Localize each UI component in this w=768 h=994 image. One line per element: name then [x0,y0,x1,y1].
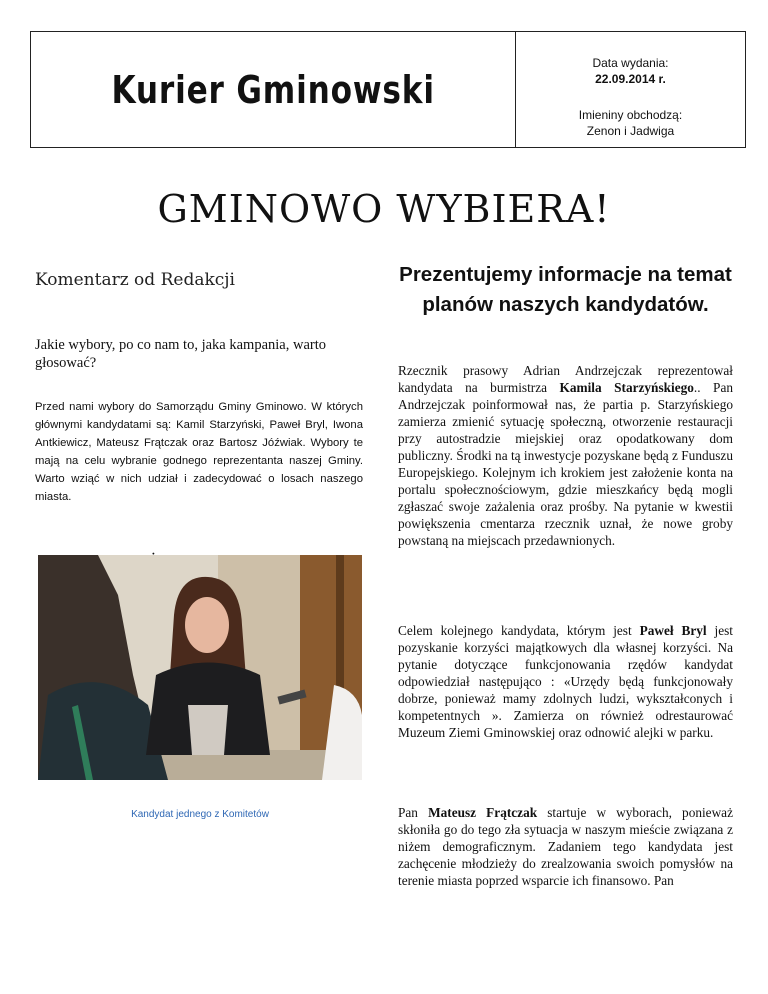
article-paragraph-2 [398,622,733,741]
candidates-heading: Prezentujemy informacje na temat planów naszych kandydatów. [399,263,732,316]
name-day-names: Zenon i Jadwiga [586,124,675,138]
candidate-name-fratczak: Mateusz Frątczak [428,805,538,820]
editorial-heading: Komentarz od Redakcji [35,270,235,290]
candidate-name-bryl: Paweł Bryl [639,623,707,638]
p1-text-before: Rzecznik prasowy Adrian Andrzejczak reprezentował kandydata na burmistrza [398,363,733,395]
newspaper-title: Kurier Gminowski [111,67,435,112]
candidate-photo-illustration [38,555,362,780]
p2-text-before: Celem kolejnego kandydata, którym jest [398,623,640,638]
article-paragraph-3 [398,804,733,889]
p2-text-after: jest pozyskanie korzyści majątkowych dla własnej korzyści. Na pytanie dotyczące funkcjonowania rzędów kandydat odpowiedział następująco : «Urzędy będą funkcjonowały dobrze, ponieważ mamy zdolnych ludzi, wykształconych i kompetentnych ». Zamierza on również odrestaurować Muzeum Ziemi Gminowskiej oraz odnowić alejki w parku. [398,623,733,740]
edition-date: 22.09.2014 r. [595,72,666,86]
masthead-title-cell [31,32,516,147]
p3-text-before: Pan [398,805,429,820]
p1-text-after: .. Pan Andrzejczak poinformował nas, że partia p. Starzyńskiego zamierza zmienić sytuację społeczną, otworzenie restauracji przy autostradzie miejskiej oraz opodatkowany dom publiczny. Środki na tą inwestycje pozyskane będą z Funduszu Europejskiego. Kolejnym ich krokiem jest założenie konta na portalu społecznościowym, gdzie mieszkańcy będą mogli zgłaszać swoje zażalenia oraz prośby. Na pytanie w kwestii powiększenia cmentarza rzecznik uznał, że nowe groby powstaną na miejscach przedawnionych. [398,380,734,548]
masthead-info [516,32,745,147]
p3-text-after: startuje w wyborach, ponieważ skłoniła go do tego zła sytuacja w naszym mieście związana z niżem demograficznym. Zadaniem tego kandydata jest zachęcenie młodzieży do zrealzowania swoich pomysłów na terenie miasta poprzed wsparcie ich finansowo. Pan [398,805,733,888]
candidate-photo [38,555,362,780]
editorial-question: Jakie wybory, po co nam to, jaka kampania, warto głosować? [35,337,326,371]
masthead [30,31,746,148]
photo-caption: Kandydat jednego z Komitetów [131,809,269,820]
left-column [35,270,363,569]
name-day-label: Imieniny obchodzą: [578,108,683,122]
headline: GMINOWO WYBIERA! [157,187,611,231]
editorial-body: Przed nami wybory do Samorządu Gminy Gminowo. W których głównymi kandydatami są: Kamil Starzyński, Paweł Bryl, Iwona Antkiewicz, Mateusz Frątczak oraz Bartosz Jóźwiak. Wybory te mają na celu wybranie godnego reprezentanta naszej Gminy. Warto wziąć w nich udział i zadecydować o losach naszego miasta. [35,401,363,503]
edition-date-label: Data wydania: [592,56,669,70]
article-paragraph-1 [398,362,733,549]
candidate-name-starzynski: Kamila Starzyńskiego [559,380,694,395]
